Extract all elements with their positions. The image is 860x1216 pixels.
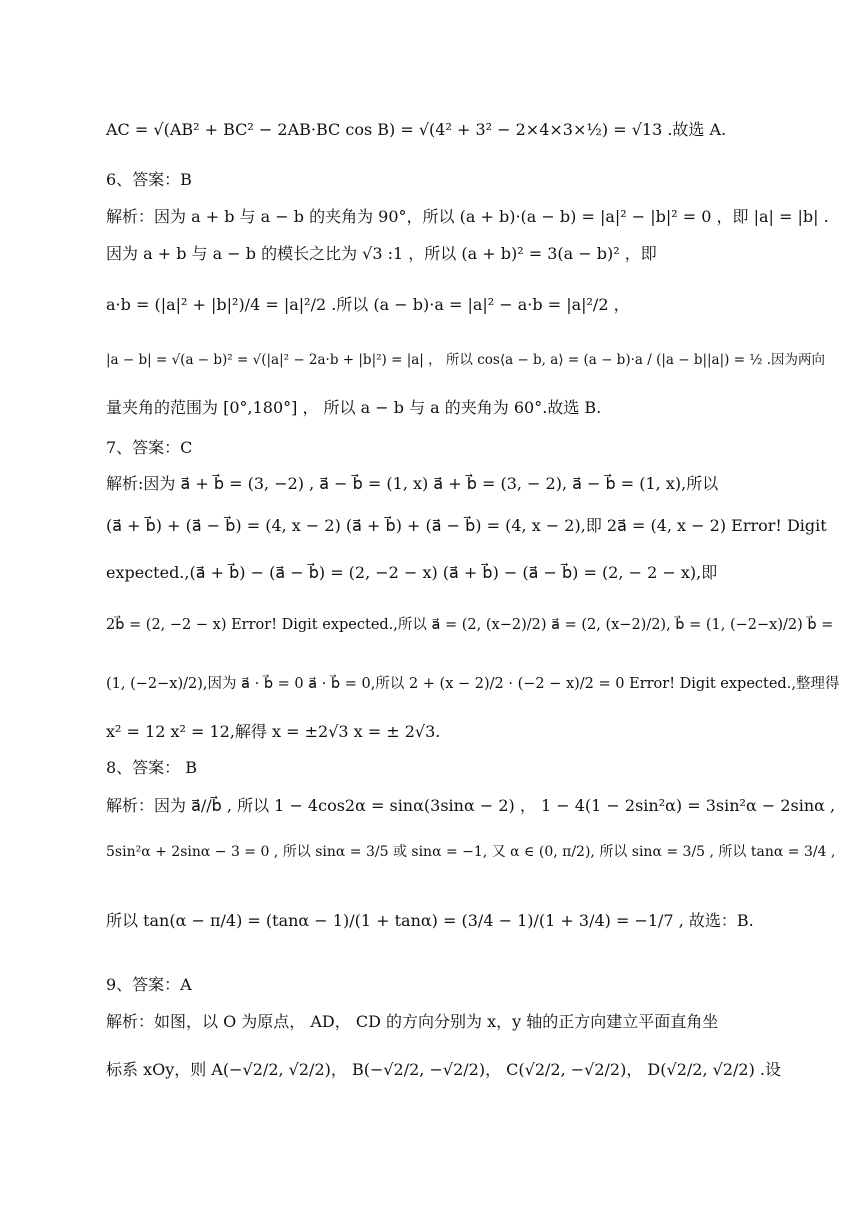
text-line: 量夹角的范围为 [0°,180°] ， 所以 a − b 与 a 的夹角为 60°.故选 B.	[106, 398, 602, 417]
text-line: 2b⃗ = (2, −2 − x) Error! Digit expected.,所以 a⃗ = (2, (x−2)/2) a⃗ = (2, (x−2)/2), b⃗ = (1, (−2−x)/2) b⃗ =	[106, 617, 834, 633]
text-line: 所以 tan(α − π/4) = (tanα − 1)/(1 + tanα) = (3/4 − 1)/(1 + 3/4) = −1/7 , 故选：B.	[106, 911, 754, 930]
text-line: (1, (−2−x)/2),因为 a⃗ · b⃗ = 0 a⃗ · b⃗ = 0,所以 2 + (x − 2)/2 · (−2 − x)/2 = 0 Error! Digit expected.,整理得	[106, 676, 840, 692]
text-line: |a − b| = √(a − b)² = √(|a|² − 2a·b + |b|²) = |a| ， 所以 cos⟨a − b, a⟩ = (a − b)·a / (|a − b||a|) = ½ .因为两向	[106, 352, 825, 368]
text-line: a·b = (|a|² + |b|²)/4 = |a|²/2 .所以 (a − b)·a = |a|² − a·b = |a|²/2 ，	[106, 295, 630, 314]
text-line: 因为 a + b 与 a − b 的模长之比为 √3 :1 ，所以 (a + b)² = 3(a − b)² ，即	[106, 244, 657, 263]
text-line: 5sin²α + 2sinα − 3 = 0 , 所以 sinα = 3/5 或 sinα = −1, 又 α ∈ (0, π/2), 所以 sinα = 3/5 , 所以 tanα = 3/4 ,	[106, 844, 836, 860]
text-line: 8、答案： B	[106, 758, 198, 777]
text-line: 解析:因为 a⃗ + b⃗ = (3, −2) , a⃗ − b⃗ = (1, x) a⃗ + b⃗ = (3, − 2), a⃗ − b⃗ = (1, x),所以	[106, 474, 719, 493]
text-line: x² = 12 x² = 12,解得 x = ±2√3 x = ± 2√3.	[106, 722, 441, 741]
text-line: 解析：因为 a + b 与 a − b 的夹角为 90°，所以 (a + b)·(a − b) = |a|² − |b|² = 0 ，即 |a| = |b| .	[106, 207, 829, 226]
text-line: 9、答案：A	[106, 975, 192, 994]
text-line: 7、答案：C	[106, 438, 193, 457]
text-line: 解析：如图，以 O 为原点， AD， CD 的方向分别为 x，y 轴的正方向建立平面直角坐	[106, 1012, 719, 1031]
text-line: (a⃗ + b⃗) + (a⃗ − b⃗) = (4, x − 2) (a⃗ + b⃗) + (a⃗ − b⃗) = (4, x − 2),即 2a⃗ = (4, x − 2) Error! Digit	[106, 516, 827, 535]
text-line: 标系 xOy，则 A(−√2/2, √2/2)， B(−√2/2, −√2/2)， C(√2/2, −√2/2)， D(√2/2, √2/2) .设	[106, 1060, 781, 1079]
text-line: AC = √(AB² + BC² − 2AB·BC cos B) = √(4² + 3² − 2×4×3×½) = √13 .故选 A.	[106, 120, 727, 139]
text-line: 6、答案：B	[106, 170, 192, 189]
text-line: 解析：因为 a⃗//b⃗ , 所以 1 − 4cos2α = sinα(3sinα − 2) ， 1 − 4(1 − 2sin²α) = 3sin²α − 2sinα ,	[106, 796, 836, 815]
text-line: expected.,(a⃗ + b⃗) − (a⃗ − b⃗) = (2, −2 − x) (a⃗ + b⃗) − (a⃗ − b⃗) = (2, − 2 − x),即	[106, 563, 718, 582]
